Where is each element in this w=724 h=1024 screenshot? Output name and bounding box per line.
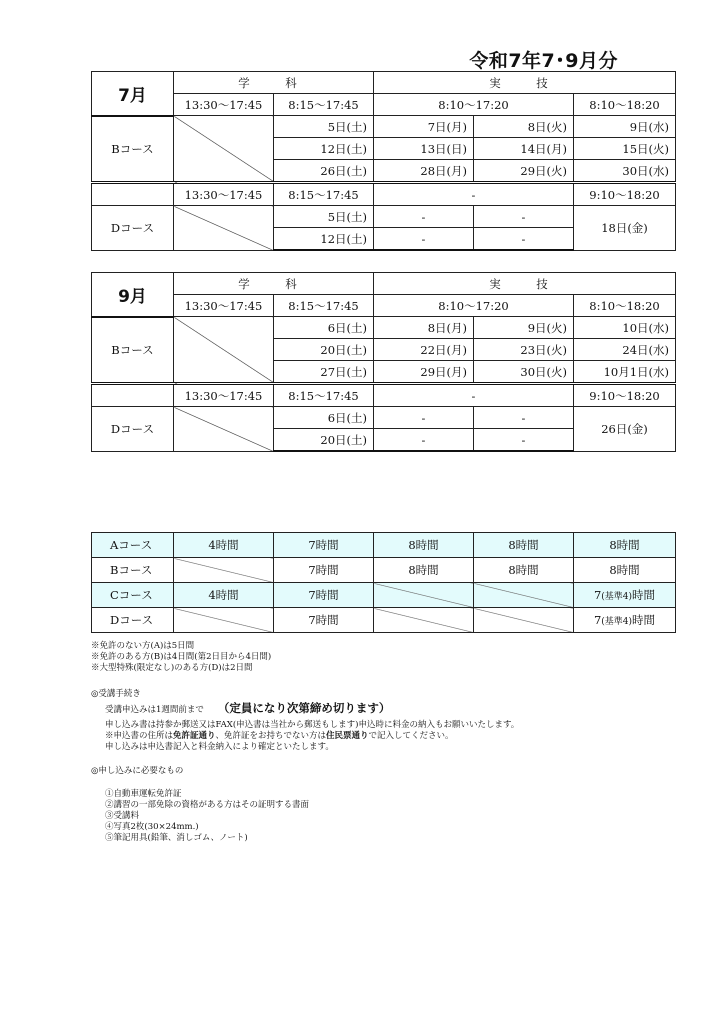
date-cell: 24日(水) xyxy=(574,339,676,361)
time-cell: 8:15～17:45 xyxy=(274,295,374,317)
procedure-line: 申し込みは申込書記入と料金納入により確定といたします。 xyxy=(105,742,334,752)
date-cell: 27日(土) xyxy=(274,361,374,384)
blank-cell xyxy=(92,384,174,407)
hours-unit: 時間 xyxy=(632,613,656,627)
diagonal-cell xyxy=(174,206,274,251)
dash-cell: - xyxy=(474,407,574,429)
date-cell: 9日(水) xyxy=(574,116,676,138)
dash-cell: - xyxy=(374,384,574,407)
date-cell: 23日(火) xyxy=(474,339,574,361)
diagonal-cell xyxy=(174,558,274,583)
diagonal-cell xyxy=(474,608,574,633)
deadline-line xyxy=(91,703,519,716)
jitsugi-header: 実 技 xyxy=(374,72,676,94)
hours-cell: 8時間 xyxy=(374,558,474,583)
date-cell: 9日(火) xyxy=(474,317,574,339)
text: で記入してください。 xyxy=(368,731,454,741)
dash-cell: - xyxy=(374,228,474,251)
text: 、免許証をお持ちでない方は xyxy=(215,731,326,741)
date-cell: 28日(月) xyxy=(374,160,474,183)
hours-row-d xyxy=(92,608,676,633)
requirement-item: ⑤筆記用具(鉛筆、消しゴム、ノート) xyxy=(105,833,248,843)
hours-cell: 7時間 xyxy=(274,558,374,583)
hours-basis: (基準4) xyxy=(601,617,633,627)
requirement-item: ④写真2枚(30×24mm.) xyxy=(105,822,199,832)
diagonal-cell xyxy=(174,608,274,633)
license-notes xyxy=(91,641,271,674)
requirement-item: ②講習の一部免除の資格がある方はその証明する書面 xyxy=(105,800,310,810)
hours-cell: 7時間 xyxy=(274,608,374,633)
time-cell: 8:10～18:20 xyxy=(574,295,676,317)
date-cell: 20日(土) xyxy=(274,429,374,452)
diagonal-cell xyxy=(374,583,474,608)
procedure-section xyxy=(91,689,519,753)
course-label-b: Bコース xyxy=(92,116,174,183)
course-label: Bコース xyxy=(92,558,174,583)
date-cell: 5日(土) xyxy=(274,206,374,228)
hours-cell: 7時間 xyxy=(274,583,374,608)
time-cell: 13:30～17:45 xyxy=(174,295,274,317)
date-cell: 12日(土) xyxy=(274,228,374,251)
course-label-b: Bコース xyxy=(92,317,174,384)
jitsugi-header: 実 技 xyxy=(374,273,676,295)
time-cell: 8:10～18:20 xyxy=(574,94,676,116)
hours-cell xyxy=(574,608,676,633)
date-cell: 22日(月) xyxy=(374,339,474,361)
procedure-heading: ◎受講手続き xyxy=(91,689,141,699)
date-cell: 26日(土) xyxy=(274,160,374,183)
dash-cell: - xyxy=(474,228,574,251)
requirements-section xyxy=(91,766,309,844)
procedure-line xyxy=(91,731,519,742)
text: ※申込書の住所は xyxy=(105,731,174,741)
time-cell: 8:10～17:20 xyxy=(374,94,574,116)
date-cell: 15日(火) xyxy=(574,138,676,160)
date-cell: 20日(土) xyxy=(274,339,374,361)
date-cell: 12日(土) xyxy=(274,138,374,160)
course-label-d: Dコース xyxy=(92,206,174,251)
hours-basis: (基準4) xyxy=(601,592,633,602)
text-bold: 免許証通り xyxy=(173,731,216,741)
time-cell: 8:15～17:45 xyxy=(274,183,374,206)
hours-cell: 8時間 xyxy=(374,533,474,558)
date-cell: 10日(水) xyxy=(574,317,676,339)
diagonal-cell xyxy=(474,583,574,608)
time-cell: 8:10～17:20 xyxy=(374,295,574,317)
date-cell: 6日(土) xyxy=(274,407,374,429)
course-hours-table xyxy=(91,532,676,633)
page-title: 令和7年7･9月分 xyxy=(469,50,618,72)
hours-cell: 8時間 xyxy=(574,558,676,583)
course-label: Cコース xyxy=(92,583,174,608)
note-line: ※大型特殊(限定なし)のある方(D)は2日間 xyxy=(91,663,253,673)
note-line: ※免許のある方(B)は4日間(第2日目から4日間) xyxy=(91,652,272,662)
diagonal-cell xyxy=(174,116,274,183)
date-cell: 7日(月) xyxy=(374,116,474,138)
date-cell: 29日(月) xyxy=(374,361,474,384)
hours-num: 7 xyxy=(593,588,602,602)
course-label-d: Dコース xyxy=(92,407,174,452)
dash-cell: - xyxy=(474,429,574,452)
dash-cell: - xyxy=(374,206,474,228)
september-schedule-table xyxy=(91,272,676,452)
time-cell: 9:10～18:20 xyxy=(574,384,676,407)
dash-cell: - xyxy=(474,206,574,228)
hours-row-c xyxy=(92,583,676,608)
hours-cell: 4時間 xyxy=(174,583,274,608)
date-cell: 10月1日(水) xyxy=(574,361,676,384)
date-cell: 29日(火) xyxy=(474,160,574,183)
date-cell: 18日(金) xyxy=(574,206,676,251)
date-cell: 8日(月) xyxy=(374,317,474,339)
time-cell: 9:10～18:20 xyxy=(574,183,676,206)
hours-cell: 8時間 xyxy=(574,533,676,558)
procedure-line: 申し込み書は持参か郵送又はFAX(申込書は当社から郵送もします)申込時に料金の納入もお願いいたします。 xyxy=(105,720,520,730)
diagonal-cell xyxy=(174,317,274,384)
dash-cell: - xyxy=(374,183,574,206)
requirement-item: ③受講料 xyxy=(105,811,140,821)
time-cell: 8:15～17:45 xyxy=(274,384,374,407)
hours-cell: 8時間 xyxy=(474,533,574,558)
hours-row-a xyxy=(92,533,676,558)
time-cell: 13:30～17:45 xyxy=(174,94,274,116)
date-cell: 6日(土) xyxy=(274,317,374,339)
diagonal-cell xyxy=(374,608,474,633)
gakka-header: 学 科 xyxy=(174,72,374,94)
date-cell: 5日(土) xyxy=(274,116,374,138)
dash-cell: - xyxy=(374,407,474,429)
deadline-bold: （定員になり次第締め切ります） xyxy=(217,701,391,715)
hours-row-b xyxy=(92,558,676,583)
date-cell: 8日(火) xyxy=(474,116,574,138)
date-cell: 26日(金) xyxy=(574,407,676,452)
course-label: Dコース xyxy=(92,608,174,633)
course-label: Aコース xyxy=(92,533,174,558)
time-cell: 13:30～17:45 xyxy=(174,384,274,407)
hours-cell xyxy=(574,583,676,608)
gakka-header: 学 科 xyxy=(174,273,374,295)
note-line: ※免許のない方(A)は5日間 xyxy=(91,641,195,651)
hours-cell: 4時間 xyxy=(174,533,274,558)
hours-cell: 8時間 xyxy=(474,558,574,583)
blank-cell xyxy=(92,183,174,206)
date-cell: 13日(日) xyxy=(374,138,474,160)
month-label: 7月 xyxy=(92,72,174,116)
text-bold: 住民票通り xyxy=(325,731,369,741)
date-cell: 30日(火) xyxy=(474,361,574,384)
dash-cell: - xyxy=(374,429,474,452)
hours-cell: 7時間 xyxy=(274,533,374,558)
july-schedule-table xyxy=(91,71,676,251)
time-cell: 13:30～17:45 xyxy=(174,183,274,206)
diagonal-cell xyxy=(174,407,274,452)
deadline-prefix: 受講申込みは1週間前まで xyxy=(105,705,204,715)
date-cell: 30日(水) xyxy=(574,160,676,183)
time-cell: 8:15～17:45 xyxy=(274,94,374,116)
requirement-item: ①自動車運転免許証 xyxy=(105,789,182,799)
date-cell: 14日(月) xyxy=(474,138,574,160)
hours-num: 7 xyxy=(593,613,602,627)
requirements-heading: ◎申し込みに必要なもの xyxy=(91,766,184,776)
hours-unit: 時間 xyxy=(632,588,656,602)
month-label: 9月 xyxy=(92,273,174,317)
